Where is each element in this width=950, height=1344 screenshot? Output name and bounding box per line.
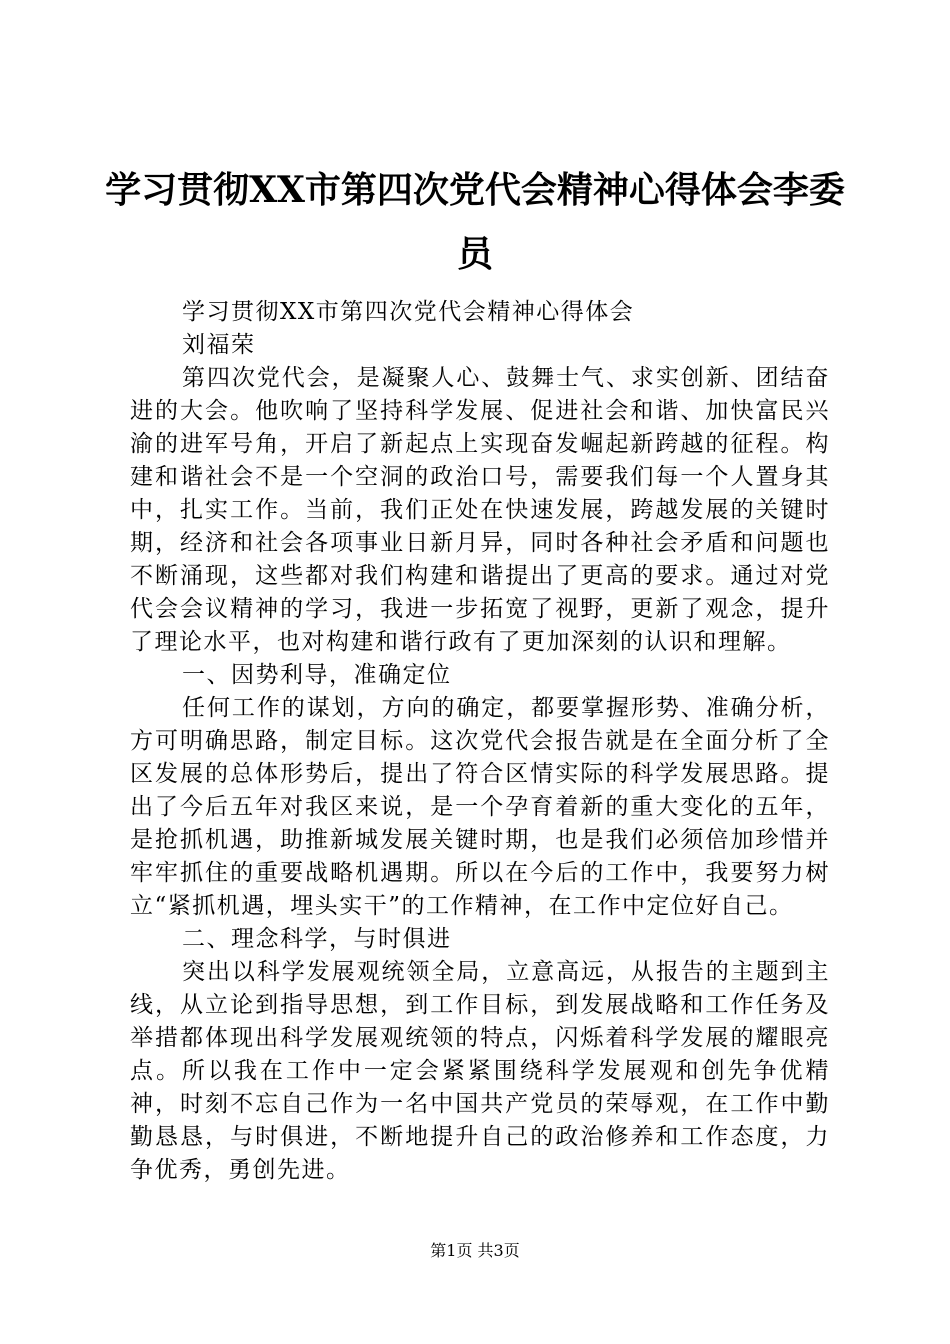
document-author: 刘福荣 (182, 332, 256, 358)
page-footer: 第1页 共3页 (430, 1241, 520, 1260)
section-heading-2: 二、理念科学，与时俱进 (182, 926, 452, 952)
document-title: 学习贯彻XX市第四次党代会精神心得体会李委员 (105, 169, 845, 275)
paragraph-1: 第四次党代会，是凝聚人心、鼓舞士气、求实创新、团结奋进的大会。他吹响了坚持科学发展、促进社会和谐、加快富民兴渝的进军号角，开启了新起点上实现奋发崛起新跨越的征程。构建和谐社会不是一个空洞的政治口号，需要我们每一个人置身其中，扎实工作。当前，我们正处在快速发展，跨越发展的关键时期，经济和社会各项事业日新月异，同时各种社会矛盾和问题也不断涌现，这些都对我们构建和谐提出了更高的要求。通过对党代会会议精神的学习，我进一步拓宽了视野，更新了观念，提升了理论水平，也对构建和谐行政有了更加深刻的认识和理解。 (130, 365, 830, 655)
document-subtitle: 学习贯彻XX市第四次党代会精神心得体会 (182, 299, 635, 325)
document-body (130, 296, 830, 1187)
section-heading-1: 一、因势利导，准确定位 (182, 662, 452, 688)
paragraph-2: 任何工作的谋划，方向的确定，都要掌握形势、准确分析，方可明确思路，制定目标。这次党代会报告就是在全面分析了全区发展的总体形势后，提出了符合区情实际的科学发展思路。提出了今后五年对我区来说，是一个孕育着新的重大变化的五年，是抢抓机遇，助推新城发展关键时期，也是我们必须倍加珍惜并牢牢抓住的重要战略机遇期。所以在今后的工作中，我要努力树立“紧抓机遇，埋头实干”的工作精神，在工作中定位好自己。 (130, 695, 830, 919)
paragraph-3: 突出以科学发展观统领全局，立意高远，从报告的主题到主线，从立论到指导思想，到工作目标，到发展战略和工作任务及举措都体现出科学发展观统领的特点，闪烁着科学发展的耀眼亮点。所以我在工作中一定会紧紧围绕科学发展观和创先争优精神，时刻不忘自己作为一名中国共产党员的荣辱观，在工作中勤勤恳恳，与时俱进，不断地提升自己的政治修养和工作态度，力争优秀，勇创先进。 (130, 959, 830, 1183)
